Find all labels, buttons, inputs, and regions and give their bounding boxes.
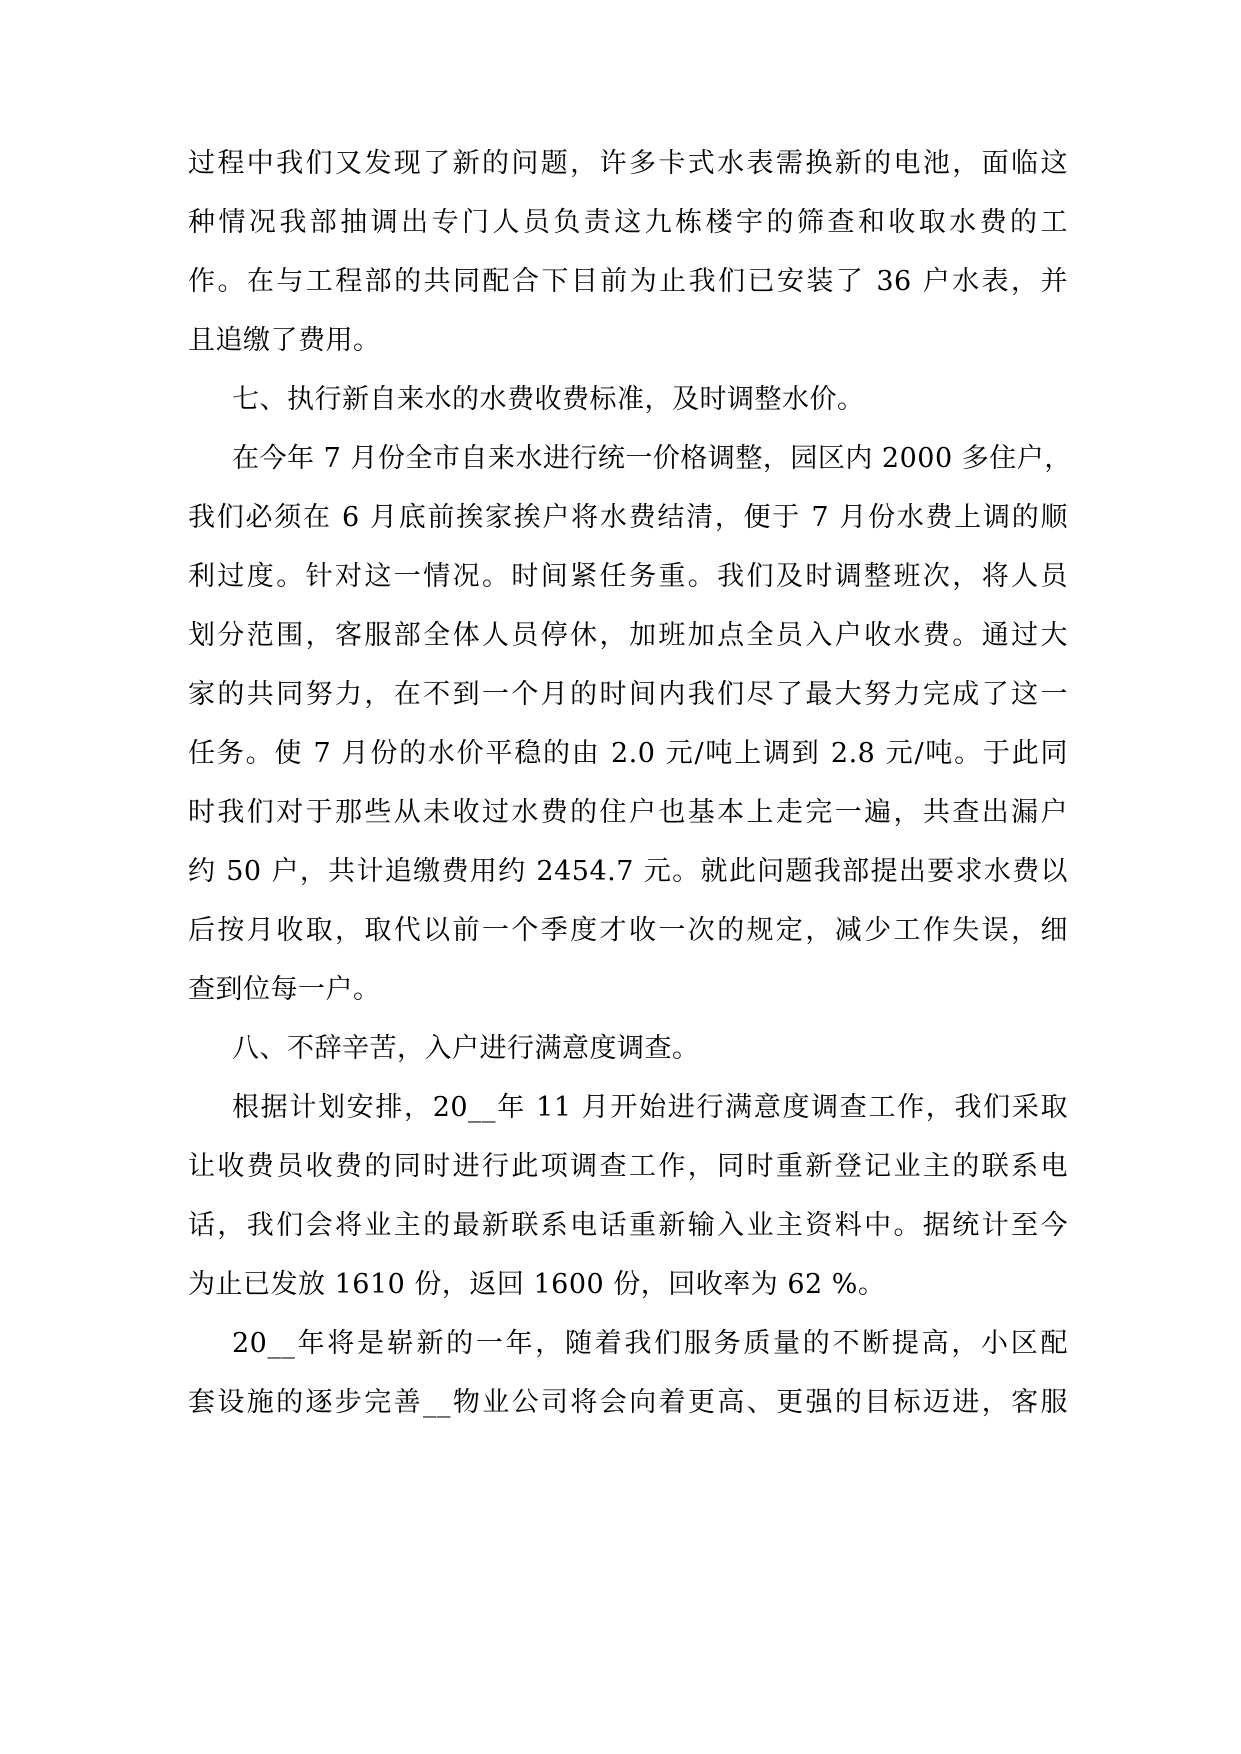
text-line: 20__年将是崭新的一年，随着我们服务质量的不断提高，小区配 (232, 1328, 1068, 1359)
text-line: 后按月收取，取代以前一个季度才收一次的规定，减少工作失误，细 (188, 915, 1068, 946)
text-line: 种情况我部抽调出专门人员负责这九栋楼宇的筛查和收取水费的工 (188, 207, 1068, 238)
text-line: 为止已发放 1610 份，返回 1600 份，回收率为 62 %。 (188, 1269, 886, 1300)
text-line: 时我们对于那些从未收过水费的住户也基本上走完一遍，共查出漏户 (188, 797, 1068, 828)
text-line: 在今年 7 月份全市自来水进行统一价格调整，园区内 2000 多住户， (232, 443, 1072, 474)
text-line: 任务。使 7 月份的水价平稳的由 2.0 元/吨上调到 2.8 元/吨。于此同 (188, 738, 1068, 769)
text-line: 我们必须在 6 月底前挨家挨户将水费结清，便于 7 月份水费上调的顺 (188, 502, 1068, 533)
section-heading-7: 七、执行新自来水的水费收费标准，及时调整水价。 (232, 384, 865, 415)
text-line: 家的共同努力，在不到一个月的时间内我们尽了最大努力完成了这一 (188, 679, 1068, 710)
text-line: 查到位每一户。 (188, 974, 381, 1005)
text-line: 让收费员收费的同时进行此项调查工作，同时重新登记业主的联系电 (188, 1151, 1068, 1182)
text-line: 根据计划安排，20__年 11 月开始进行满意度调查工作，我们采取 (232, 1092, 1068, 1123)
text-line: 且追缴了费用。 (188, 325, 381, 356)
text-line: 话，我们会将业主的最新联系电话重新输入业主资料中。据统计至今 (188, 1210, 1068, 1241)
text-line: 约 50 户，共计追缴费用约 2454.7 元。就此问题我部提出要求水费以 (188, 856, 1068, 887)
text-line: 过程中我们又发现了新的问题，许多卡式水表需换新的电池，面临这 (188, 148, 1068, 179)
text-line: 利过度。针对这一情况。时间紧任务重。我们及时调整班次，将人员 (188, 561, 1068, 592)
text-line: 套设施的逐步完善__物业公司将会向着更高、更强的目标迈进，客服 (188, 1387, 1068, 1418)
text-line: 划分范围，客服部全体人员停休，加班加点全员入户收水费。通过大 (188, 620, 1068, 651)
section-heading-8: 八、不辞辛苦，入户进行满意度调查。 (232, 1033, 700, 1064)
text-line: 作。在与工程部的共同配合下目前为止我们已安装了 36 户水表，并 (188, 266, 1068, 297)
